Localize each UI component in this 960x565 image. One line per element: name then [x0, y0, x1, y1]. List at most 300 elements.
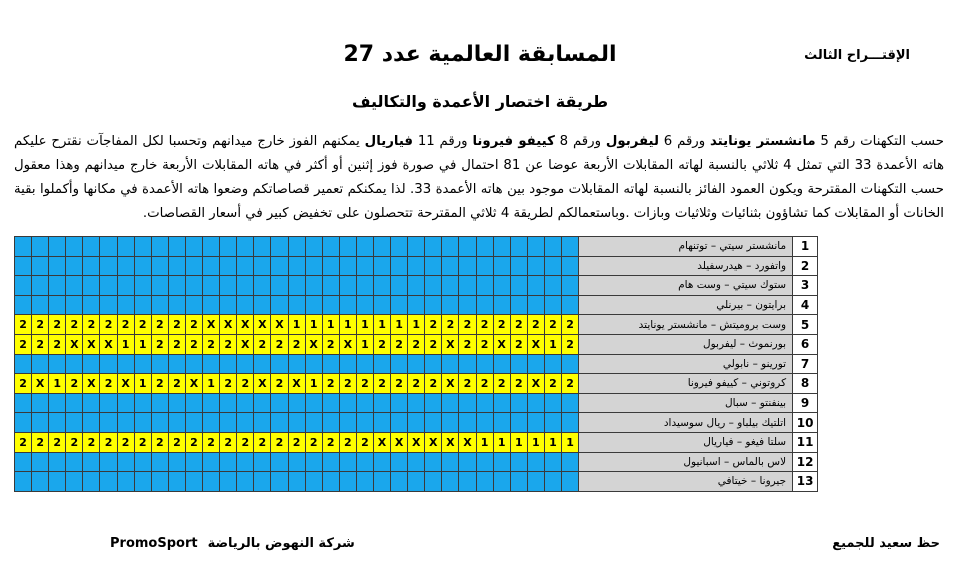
- grid-cell: [425, 276, 442, 296]
- grid-cell: 2: [151, 374, 168, 394]
- grid-cell: [271, 256, 288, 276]
- grid-cell: [134, 237, 151, 257]
- grid-cell: [425, 256, 442, 276]
- grid-cell: [32, 256, 49, 276]
- grid-cell: [510, 295, 527, 315]
- grid-cell: [254, 354, 271, 374]
- grid-cell: [288, 452, 305, 472]
- grid-cell: 1: [339, 315, 356, 335]
- match-name: وست بروميتش – مانشستر يونايتد: [579, 315, 793, 335]
- grid-cell: [220, 413, 237, 433]
- grid-cell: X: [237, 315, 254, 335]
- grid-cell: [117, 413, 134, 433]
- grid-cell: X: [305, 334, 322, 354]
- grid-cell: [151, 413, 168, 433]
- grid-cell: 2: [203, 432, 220, 452]
- grid-cell: [134, 256, 151, 276]
- grid-cell: 2: [322, 432, 339, 452]
- grid-cell: X: [339, 334, 356, 354]
- grid-cell: [544, 276, 561, 296]
- grid-cell: [15, 354, 32, 374]
- grid-cell: [15, 452, 32, 472]
- grid-cell: 2: [117, 432, 134, 452]
- grid-cell: [254, 256, 271, 276]
- grid-cell: 1: [527, 432, 544, 452]
- grid-cell: [185, 295, 202, 315]
- match-number: 10: [793, 413, 818, 433]
- grid-cell: 1: [510, 432, 527, 452]
- grid-cell: [510, 237, 527, 257]
- grid-cell: [322, 472, 339, 492]
- grid-cell: [203, 295, 220, 315]
- match-name: لاس بالماس – اسبانيول: [579, 452, 793, 472]
- grid-cell: [134, 452, 151, 472]
- match-number: 13: [793, 472, 818, 492]
- grid-cell: [510, 413, 527, 433]
- grid-cell: [322, 393, 339, 413]
- grid-cell: [203, 452, 220, 472]
- grid-cell: 2: [220, 334, 237, 354]
- grid-cell: [117, 256, 134, 276]
- grid-cell: [220, 393, 237, 413]
- grid-cell: 2: [544, 315, 561, 335]
- grid-cell: [476, 276, 493, 296]
- grid-cell: [493, 354, 510, 374]
- grid-cell: [425, 452, 442, 472]
- grid-cell: [425, 354, 442, 374]
- grid-cell: [15, 256, 32, 276]
- grid-cell: 2: [237, 374, 254, 394]
- grid-cell: [391, 354, 408, 374]
- grid-cell: [32, 295, 49, 315]
- grid-cell: [305, 276, 322, 296]
- grid-cell: [49, 354, 66, 374]
- grid-cell: [442, 256, 459, 276]
- table-row: [15, 334, 818, 354]
- match-name: بورنموث – ليفربول: [579, 334, 793, 354]
- grid-cell: 2: [476, 334, 493, 354]
- grid-cell: [527, 276, 544, 296]
- grid-cell: [83, 393, 100, 413]
- grid-cell: [134, 276, 151, 296]
- grid-cell: [425, 237, 442, 257]
- grid-cell: 2: [288, 432, 305, 452]
- grid-cell: [391, 452, 408, 472]
- grid-cell: 2: [339, 432, 356, 452]
- grid-cell: [288, 472, 305, 492]
- grid-cell: [151, 393, 168, 413]
- grid-cell: [185, 276, 202, 296]
- match-number: 5: [793, 315, 818, 335]
- grid-cell: 2: [66, 432, 83, 452]
- intro-text: ورقم 8: [554, 134, 606, 149]
- grid-cell: [49, 393, 66, 413]
- grid-cell: [339, 256, 356, 276]
- grid-cell: [49, 256, 66, 276]
- grid-cell: [66, 276, 83, 296]
- grid-cell: 2: [288, 334, 305, 354]
- footer-luck: حظ سعيد للجميع: [832, 536, 940, 551]
- grid-cell: 2: [459, 374, 476, 394]
- grid-cell: 2: [322, 374, 339, 394]
- grid-cell: [237, 295, 254, 315]
- grid-cell: [237, 393, 254, 413]
- grid-cell: 2: [185, 432, 202, 452]
- grid-cell: [459, 237, 476, 257]
- grid-cell: [49, 295, 66, 315]
- intro-text: ورقم 11: [412, 134, 473, 149]
- match-name: مانشستر سيتي – توتنهام: [579, 237, 793, 257]
- grid-cell: X: [83, 374, 100, 394]
- grid-cell: [527, 472, 544, 492]
- grid-cell: [425, 393, 442, 413]
- grid-cell: [66, 256, 83, 276]
- grid-cell: [254, 472, 271, 492]
- grid-cell: 2: [322, 334, 339, 354]
- grid-cell: [510, 256, 527, 276]
- grid-cell: [288, 354, 305, 374]
- grid-cell: [203, 237, 220, 257]
- grid-cell: 2: [237, 432, 254, 452]
- grid-cell: [476, 393, 493, 413]
- grid-cell: [254, 276, 271, 296]
- grid-cell: [339, 295, 356, 315]
- grid-cell: [185, 237, 202, 257]
- grid-cell: [391, 472, 408, 492]
- grid-cell: [220, 256, 237, 276]
- grid-cell: [339, 276, 356, 296]
- grid-cell: [305, 393, 322, 413]
- table-row: [15, 432, 818, 452]
- grid-cell: [510, 452, 527, 472]
- grid-cell: [254, 393, 271, 413]
- grid-cell: [510, 393, 527, 413]
- match-number: 7: [793, 354, 818, 374]
- intro-team-highlight: ليفربول: [605, 134, 659, 149]
- grid-cell: [100, 472, 117, 492]
- grid-cell: 2: [100, 315, 117, 335]
- grid-cell: [459, 276, 476, 296]
- grid-cell: [185, 452, 202, 472]
- grid-cell: [339, 393, 356, 413]
- grid-cell: 1: [49, 374, 66, 394]
- grid-cell: [527, 393, 544, 413]
- grid-cell: [493, 295, 510, 315]
- grid-cell: 2: [254, 432, 271, 452]
- grid-cell: [237, 354, 254, 374]
- grid-cell: 2: [425, 374, 442, 394]
- match-number: 2: [793, 256, 818, 276]
- grid-cell: 1: [493, 432, 510, 452]
- grid-cell: [237, 237, 254, 257]
- grid-cell: [442, 393, 459, 413]
- grid-cell: [476, 295, 493, 315]
- table-row: [15, 276, 818, 296]
- grid-cell: [83, 472, 100, 492]
- grid-cell: 1: [288, 315, 305, 335]
- grid-cell: 2: [476, 374, 493, 394]
- grid-cell: [83, 256, 100, 276]
- grid-cell: [493, 413, 510, 433]
- match-number: 6: [793, 334, 818, 354]
- grid-cell: [562, 237, 579, 257]
- grid-cell: [168, 276, 185, 296]
- grid-cell: [185, 354, 202, 374]
- grid-cell: [373, 256, 390, 276]
- grid-cell: [476, 256, 493, 276]
- grid-cell: 2: [151, 315, 168, 335]
- grid-cell: [510, 276, 527, 296]
- grid-cell: [288, 295, 305, 315]
- grid-cell: 2: [459, 334, 476, 354]
- grid-cell: [185, 393, 202, 413]
- grid-cell: [544, 393, 561, 413]
- grid-cell: [339, 452, 356, 472]
- match-number: 12: [793, 452, 818, 472]
- grid-cell: [493, 393, 510, 413]
- grid-cell: [373, 354, 390, 374]
- grid-cell: 2: [15, 432, 32, 452]
- grid-cell: [322, 256, 339, 276]
- grid-cell: [83, 237, 100, 257]
- grid-cell: [168, 413, 185, 433]
- grid-cell: 2: [391, 374, 408, 394]
- match-name: بينفنتو – سبال: [579, 393, 793, 413]
- intro-team-highlight: كييفو فيرونا: [472, 134, 555, 149]
- grid-cell: 2: [66, 374, 83, 394]
- grid-cell: 2: [391, 334, 408, 354]
- grid-cell: [425, 413, 442, 433]
- grid-cell: X: [271, 315, 288, 335]
- grid-cell: 2: [203, 334, 220, 354]
- grid-cell: 2: [168, 374, 185, 394]
- grid-cell: [66, 237, 83, 257]
- page-title: المسابقة العالمية عدد 27: [343, 42, 617, 67]
- grid-cell: [562, 413, 579, 433]
- grid-cell: 2: [527, 315, 544, 335]
- grid-cell: [442, 452, 459, 472]
- grid-cell: 2: [15, 374, 32, 394]
- grid-cell: 1: [356, 334, 373, 354]
- grid-cell: 2: [100, 374, 117, 394]
- grid-cell: [408, 393, 425, 413]
- grid-cell: [32, 276, 49, 296]
- intro-team-highlight: مانشستر يونايتد: [709, 134, 816, 149]
- grid-cell: [322, 452, 339, 472]
- grid-cell: [459, 256, 476, 276]
- grid-cell: [288, 237, 305, 257]
- match-name: ستوك سيتي – وست هام: [579, 276, 793, 296]
- grid-cell: [117, 393, 134, 413]
- footer-company-name: شركة النهوض بالرياضة: [207, 536, 355, 551]
- grid-cell: [305, 237, 322, 257]
- grid-cell: [66, 354, 83, 374]
- grid-cell: 2: [442, 315, 459, 335]
- grid-cell: 2: [493, 374, 510, 394]
- grid-cell: [203, 256, 220, 276]
- intro-team-highlight: فياريال: [364, 134, 413, 149]
- grid-cell: [459, 295, 476, 315]
- grid-cell: X: [442, 432, 459, 452]
- grid-cell: 2: [32, 432, 49, 452]
- grid-cell: [562, 295, 579, 315]
- grid-cell: X: [203, 315, 220, 335]
- grid-cell: [476, 354, 493, 374]
- grid-cell: [493, 256, 510, 276]
- match-name: جيرونا – خيتافي: [579, 472, 793, 492]
- grid-cell: 2: [49, 315, 66, 335]
- grid-cell: 2: [220, 374, 237, 394]
- grid-cell: 2: [425, 334, 442, 354]
- grid-cell: [151, 295, 168, 315]
- grid-cell: [32, 393, 49, 413]
- grid-cell: [476, 413, 493, 433]
- grid-cell: [271, 354, 288, 374]
- grid-cell: 1: [203, 374, 220, 394]
- table-row: [15, 295, 818, 315]
- grid-cell: [562, 472, 579, 492]
- grid-cell: [15, 393, 32, 413]
- grid-cell: [15, 276, 32, 296]
- intro-paragraph: [14, 130, 944, 226]
- grid-cell: [288, 256, 305, 276]
- grid-cell: [459, 413, 476, 433]
- grid-cell: 2: [168, 432, 185, 452]
- grid-cell: [391, 413, 408, 433]
- grid-cell: [151, 256, 168, 276]
- grid-cell: 2: [459, 315, 476, 335]
- grid-cell: X: [408, 432, 425, 452]
- grid-cell: [49, 276, 66, 296]
- grid-cell: 2: [271, 334, 288, 354]
- grid-cell: [356, 276, 373, 296]
- grid-cell: [288, 393, 305, 413]
- grid-cell: 2: [32, 315, 49, 335]
- grid-cell: [100, 354, 117, 374]
- grid-cell: 1: [305, 315, 322, 335]
- grid-cell: [305, 256, 322, 276]
- grid-cell: 2: [544, 374, 561, 394]
- table-row: [15, 237, 818, 257]
- grid-cell: [408, 237, 425, 257]
- grid-cell: 2: [134, 432, 151, 452]
- grid-cell: [408, 276, 425, 296]
- grid-cell: [134, 295, 151, 315]
- prediction-grid-body: [15, 237, 818, 492]
- grid-cell: [100, 452, 117, 472]
- grid-cell: [527, 452, 544, 472]
- grid-cell: X: [391, 432, 408, 452]
- grid-cell: [442, 413, 459, 433]
- grid-cell: [562, 393, 579, 413]
- grid-cell: [391, 276, 408, 296]
- grid-cell: [15, 237, 32, 257]
- grid-cell: [339, 237, 356, 257]
- table-row: [15, 452, 818, 472]
- match-name: تورينو – نابولي: [579, 354, 793, 374]
- grid-cell: X: [442, 374, 459, 394]
- grid-cell: 2: [510, 334, 527, 354]
- grid-cell: [527, 413, 544, 433]
- grid-cell: [305, 413, 322, 433]
- grid-cell: [271, 276, 288, 296]
- grid-cell: X: [254, 315, 271, 335]
- grid-cell: 2: [151, 432, 168, 452]
- grid-cell: [271, 295, 288, 315]
- grid-cell: [15, 295, 32, 315]
- grid-cell: [220, 472, 237, 492]
- grid-cell: [271, 452, 288, 472]
- grid-cell: X: [288, 374, 305, 394]
- grid-cell: 2: [373, 374, 390, 394]
- grid-cell: 1: [408, 315, 425, 335]
- grid-cell: [203, 276, 220, 296]
- grid-cell: 2: [49, 334, 66, 354]
- grid-cell: [220, 295, 237, 315]
- grid-cell: X: [442, 334, 459, 354]
- grid-cell: [562, 256, 579, 276]
- grid-cell: [408, 472, 425, 492]
- footer-brand: PromoSport: [110, 536, 198, 551]
- grid-cell: 2: [168, 334, 185, 354]
- grid-cell: [527, 237, 544, 257]
- grid-cell: [117, 295, 134, 315]
- match-number: 1: [793, 237, 818, 257]
- grid-cell: 2: [49, 432, 66, 452]
- grid-cell: [527, 295, 544, 315]
- grid-cell: [356, 413, 373, 433]
- grid-cell: [408, 452, 425, 472]
- grid-cell: [100, 256, 117, 276]
- grid-cell: [459, 452, 476, 472]
- grid-cell: [66, 452, 83, 472]
- grid-cell: [356, 295, 373, 315]
- grid-cell: [66, 472, 83, 492]
- grid-cell: [356, 354, 373, 374]
- grid-cell: [493, 452, 510, 472]
- grid-cell: [442, 472, 459, 492]
- grid-cell: [15, 413, 32, 433]
- grid-cell: [544, 295, 561, 315]
- grid-cell: [220, 276, 237, 296]
- grid-cell: 2: [100, 432, 117, 452]
- grid-cell: 1: [134, 334, 151, 354]
- grid-cell: 1: [562, 432, 579, 452]
- grid-cell: [527, 354, 544, 374]
- grid-cell: [271, 393, 288, 413]
- grid-cell: 2: [151, 334, 168, 354]
- grid-cell: [356, 452, 373, 472]
- grid-cell: [83, 295, 100, 315]
- table-row: [15, 256, 818, 276]
- grid-cell: [66, 413, 83, 433]
- grid-cell: 2: [476, 315, 493, 335]
- grid-cell: [322, 354, 339, 374]
- grid-cell: [476, 452, 493, 472]
- match-number: 4: [793, 295, 818, 315]
- grid-cell: [544, 354, 561, 374]
- grid-cell: X: [185, 374, 202, 394]
- grid-cell: [151, 472, 168, 492]
- grid-cell: X: [237, 334, 254, 354]
- grid-cell: [544, 452, 561, 472]
- grid-cell: [151, 276, 168, 296]
- grid-cell: [134, 413, 151, 433]
- grid-cell: [476, 472, 493, 492]
- grid-cell: [391, 256, 408, 276]
- footer-company: [110, 536, 370, 551]
- table-row: [15, 374, 818, 394]
